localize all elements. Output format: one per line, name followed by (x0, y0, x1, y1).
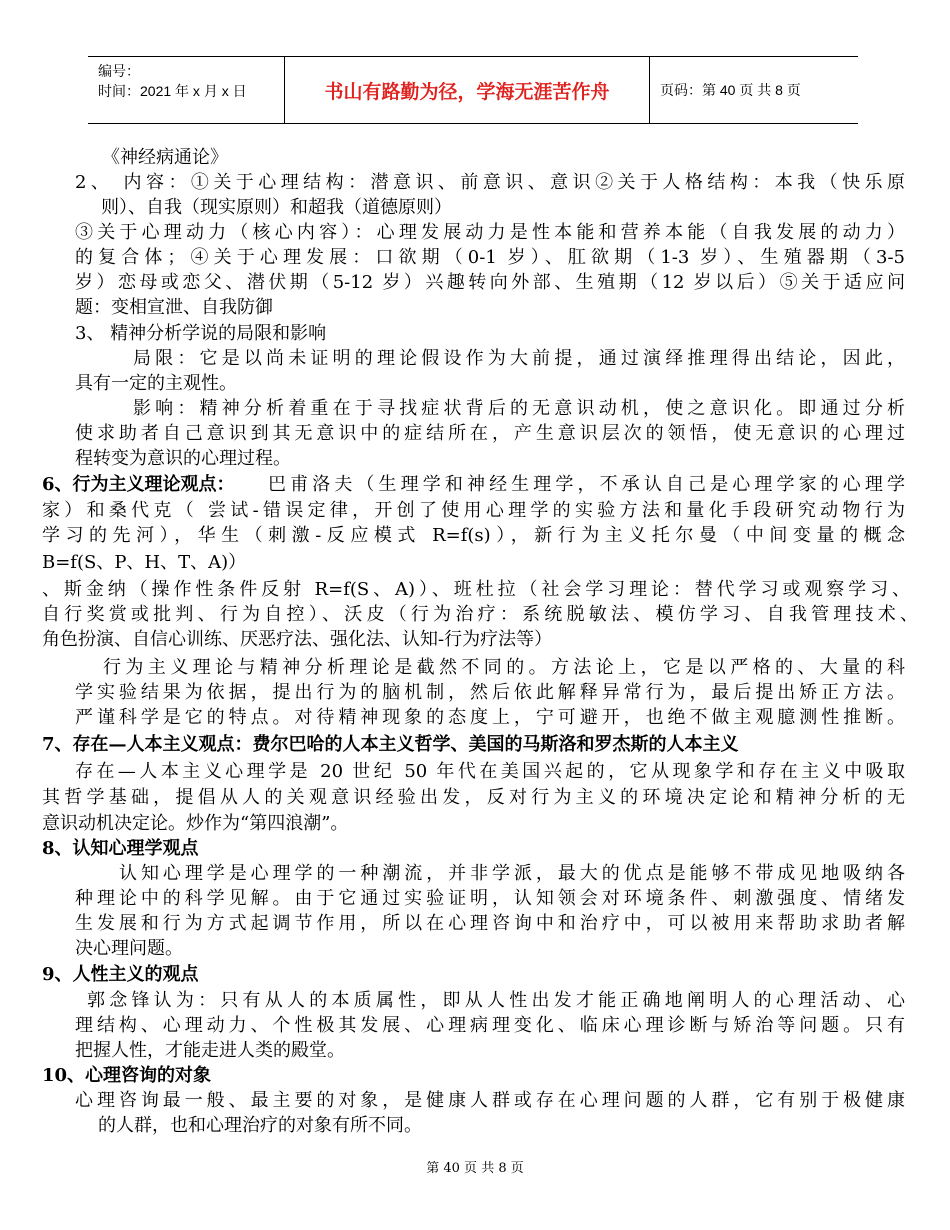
section-heading: 9、人性主义的观点 (42, 964, 199, 985)
text-line: 认知心理学是心理学的一种潮流，并非学派，最大的优点是能够不带成见地吸纳各 (119, 863, 905, 884)
text-line: 严谨科学是它的特点。对待精神现象的态度上，宁可避开，也绝不做主观臆测性推断。 (75, 707, 905, 728)
text-line: 行为主义理论与精神分析理论是截然不同的。方法论上，它是以严格的、大量的科 (103, 657, 905, 678)
text-line: 其哲学基础，提倡从人的关观意识经验出发，反对行为主义的环境决定论和精神分析的无 (42, 787, 905, 808)
section-heading: 6、行为主义理论观点： (42, 474, 235, 495)
text-line: 郭念锋认为：只有从人的本质属性，即从人性出发才能正确地阐明人的心理活动、心 (87, 990, 905, 1011)
text-line: 自行奖赏或批判、行为自控）、沃皮（行为治疗：系统脱敏法、模仿学习、自我管理技术、 (42, 604, 918, 625)
text-line: 程转变为意识的心理过程。 (75, 448, 291, 469)
text-line: 2、 内容：①关于心理结构：潜意识、前意识、意识②关于人格结构：本我（快乐原 (75, 172, 905, 193)
text-line: 学习的先河），华生（刺激-反应模式 R=f(s)），新行为主义托尔曼（中间变量的概念 (42, 525, 905, 546)
text-line: 局限：它是以尚未证明的理论假设作为大前提，通过演绎推理得出结论，因此， (133, 348, 905, 369)
text-line: ③关于心理动力（核心内容）：心理发展动力是性本能和营养本能（自我发展的动力） (75, 222, 905, 243)
text-line: 存在—人本主义心理学是 20 世纪 50 年代在美国兴起的，它从现象学和存在主义中吸取 (75, 761, 905, 782)
document-number-label: 编号： (98, 63, 140, 79)
text-line: 《神经病通论》 (102, 147, 228, 168)
header-meta (88, 57, 284, 123)
page-header (88, 56, 858, 124)
document-time-label: 时间：2021 年 x 月 x 日 (98, 83, 247, 99)
section-heading: 7、存在—人本主义观点：费尔巴哈的人本主义哲学、美国的马斯洛和罗杰斯的人本主义 (42, 734, 739, 755)
text-line: 心理咨询最一般、最主要的对象，是健康人群或存在心理问题的人群，它有别于极健康 (75, 1090, 905, 1111)
text-line: 把握人性，才能走进人类的殿堂。 (75, 1040, 345, 1061)
text-line: 种理论中的科学见解。由于它通过实验证明，认知领会对环境条件、刺激强度、情绪发 (75, 888, 905, 909)
text-line: 的人群，也和心理治疗的对象有所不同。 (98, 1115, 422, 1136)
text-line: 学实验结果为依据，提出行为的脑机制，然后依此解释异常行为，最后提出矫正方法。 (75, 682, 905, 703)
text-line: 理结构、心理动力、个性极其发展、心理病理变化、临床心理诊断与矫治等问题。只有 (75, 1015, 905, 1036)
text-line: 使求助者自己意识到其无意识中的症结所在，产生意识层次的领悟，使无意识的心理过 (75, 423, 905, 444)
text-line: 岁）恋母或恋父、潜伏期（5-12 岁）兴趣转向外部、生殖期（12 岁以后）⑤关于适应问 (75, 272, 905, 293)
text-line: 决心理问题。 (75, 938, 183, 959)
text-line: B=f(S、P、H、T、A)） (42, 552, 247, 573)
text-line: 家）和桑代克（ 尝试-错误定律，开创了使用心理学的实验方法和量化手段研究动物行为 (42, 500, 905, 521)
text-line: 巴甫洛夫（生理学和神经生理学，不承认自己是心理学家的心理学 (268, 474, 905, 495)
page-footer: 第 40 页 共 8 页 (426, 1161, 524, 1176)
text-line: 影响：精神分析着重在于寻找症状背后的无意识动机，使之意识化。即通过分析 (133, 398, 905, 419)
text-line: 的复合体；④关于心理发展：口欲期（0-1 岁）、肛欲期（1-3 岁）、生殖器期（3-5 (75, 247, 905, 268)
text-line: 生发展和行为方式起调节作用，所以在心理咨询中和治疗中，可以被用来帮助求助者解 (75, 913, 905, 934)
text-line: 3、 精神分析学说的局限和影响 (75, 323, 327, 344)
text-line: 、斯金纳（操作性条件反射 R=f(S、A)）、班杜拉（社会学习理论：替代学习或观察学习、 (42, 579, 910, 600)
text-line: 角色扮演、自信心训练、厌恶疗法、强化法、认知-行为疗法等） (42, 629, 553, 650)
header-motto: 书山有路勤为径，学海无涯苦作舟 (284, 57, 650, 123)
section-heading: 8、认知心理学观点 (42, 838, 199, 859)
header-page-label: 页码：第 40 页 共 8 页 (660, 82, 801, 98)
section-heading: 10、心理咨询的对象 (42, 1065, 212, 1086)
text-line: 则）、自我（现实原则）和超我（道德原则） (101, 197, 452, 218)
text-line: 具有一定的主观性。 (75, 373, 237, 394)
text-line: 题：变相宣泄、自我防御 (75, 297, 273, 318)
text-line: 意识动机决定论。炒作为“第四浪潮”。 (42, 813, 349, 834)
